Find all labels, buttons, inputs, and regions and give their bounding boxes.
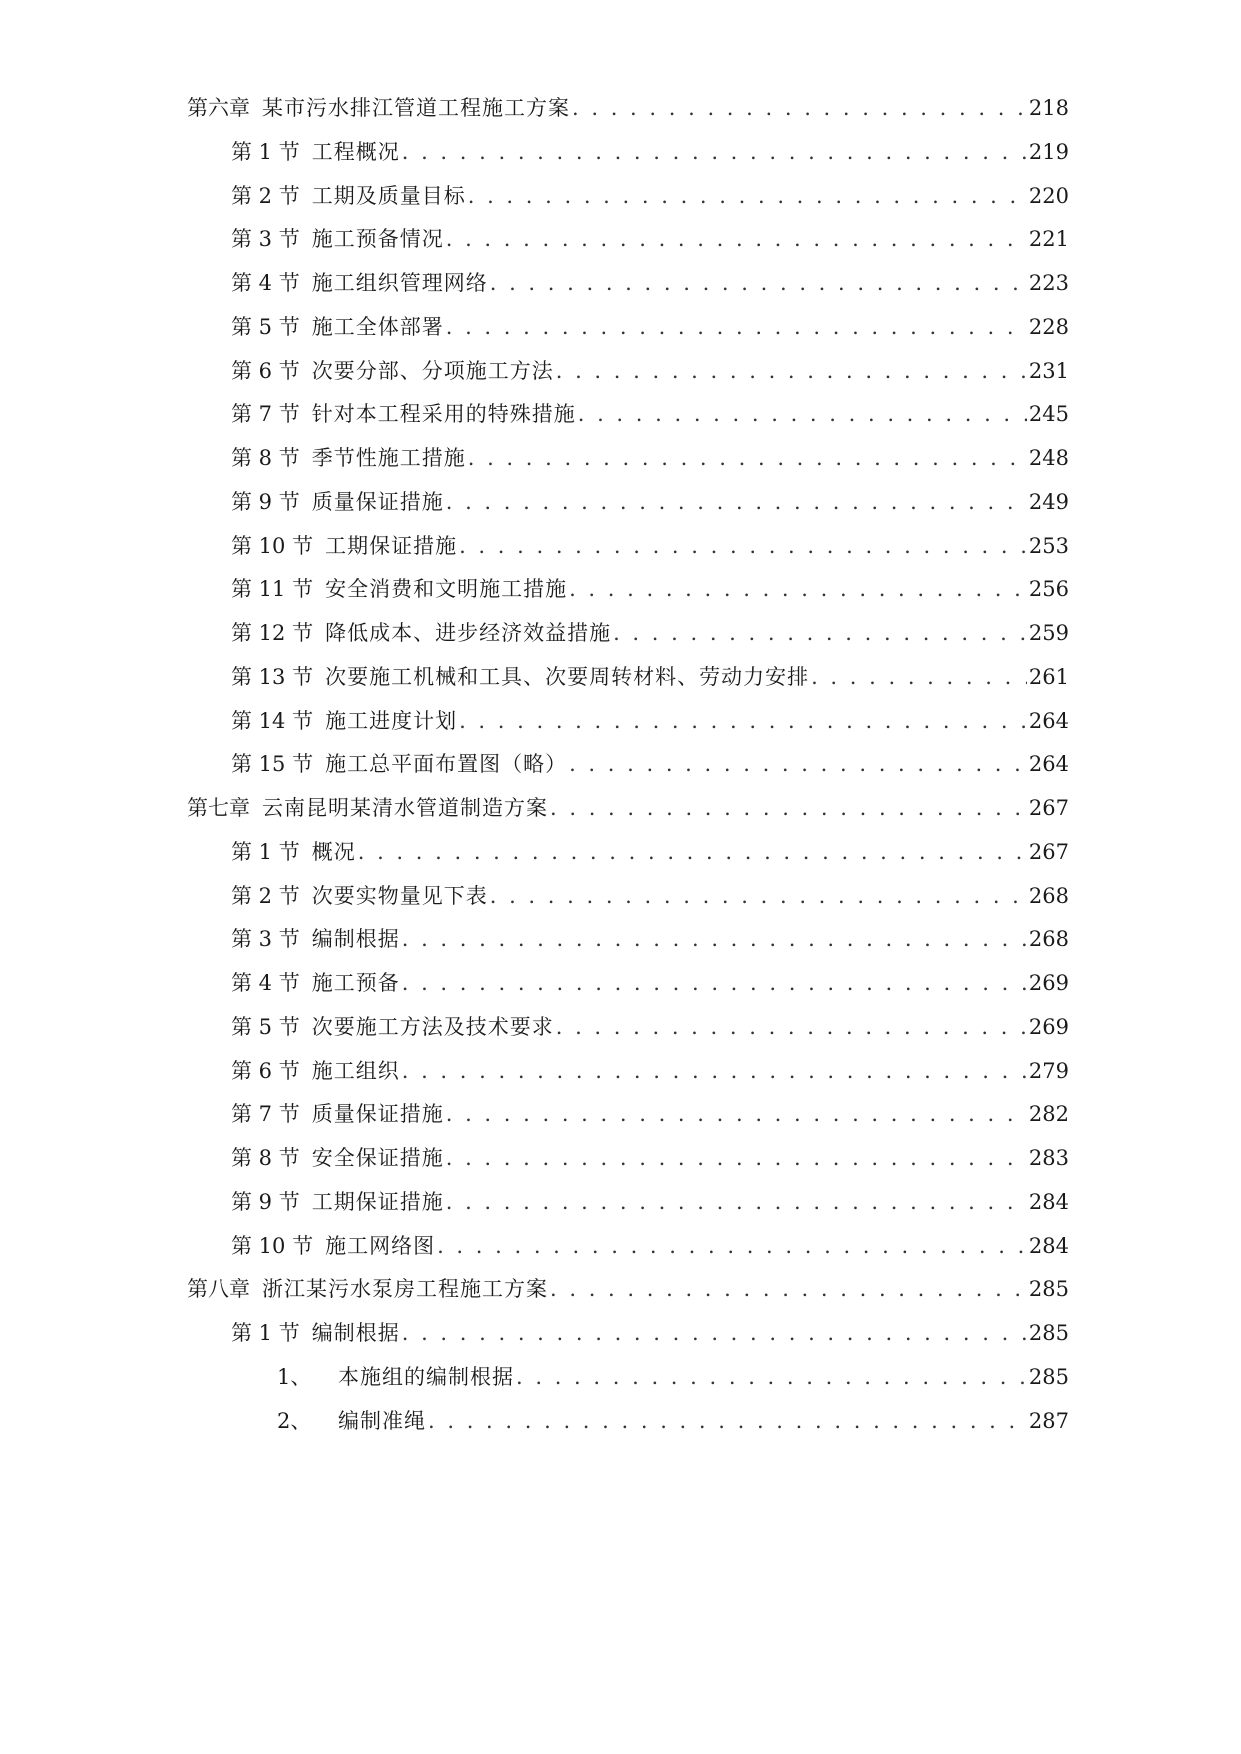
toc-entry-title: 安全保证措施 xyxy=(311,1146,444,1170)
toc-dot-leader xyxy=(468,444,1027,472)
toc-entry-title: 施工组织 xyxy=(311,1058,400,1083)
toc-page-number: 284 xyxy=(1028,1189,1069,1214)
toc-entry-number: 第六章 xyxy=(187,96,250,120)
toc-page-number: 249 xyxy=(1028,489,1069,514)
toc-entry-number: 第 3 节 xyxy=(231,927,300,952)
toc-entry-title: 次要实物量见下表 xyxy=(311,883,488,908)
toc-entry-title: 某市污水排江管道工程施工方案 xyxy=(262,96,570,120)
toc-subsection-entry[interactable] xyxy=(277,1357,1069,1391)
toc-dot-leader xyxy=(569,750,1027,778)
toc-section-entry[interactable] xyxy=(231,307,1069,341)
toc-entry-title: 工期保证措施 xyxy=(311,1189,444,1214)
toc-entry-number: 1、 xyxy=(277,1364,312,1389)
toc-section-entry[interactable] xyxy=(231,438,1069,472)
toc-section-entry[interactable] xyxy=(231,744,1069,778)
toc-dot-leader xyxy=(572,94,1027,122)
toc-page-number: 267 xyxy=(1028,839,1069,864)
toc-entry-title: 施工预备 xyxy=(311,971,400,995)
toc-page-number: 287 xyxy=(1028,1408,1069,1433)
toc-entry-title: 浙江某污水泵房工程施工方案 xyxy=(262,1277,548,1302)
toc-section-entry[interactable] xyxy=(231,1226,1069,1260)
toc-page-number: 261 xyxy=(1028,664,1069,689)
toc-page-number: 220 xyxy=(1028,183,1069,208)
toc-page-number: 256 xyxy=(1028,577,1069,602)
toc-entry-title: 施工网络图 xyxy=(325,1233,436,1258)
toc-dot-leader xyxy=(358,838,1027,866)
toc-dot-leader xyxy=(428,1407,1027,1435)
toc-dot-leader xyxy=(446,488,1027,516)
toc-entry-number: 第 8 节 xyxy=(231,1146,300,1170)
toc-entry-title: 质量保证措施 xyxy=(311,489,444,514)
toc-entry-number: 第 9 节 xyxy=(231,1189,300,1214)
toc-chapter-entry[interactable] xyxy=(187,788,1069,822)
toc-page-number: 282 xyxy=(1028,1102,1069,1127)
toc-dot-leader xyxy=(516,1363,1027,1391)
toc-entry-title: 施工全体部署 xyxy=(311,314,444,339)
toc-section-entry[interactable] xyxy=(231,394,1069,428)
toc-page-number: 231 xyxy=(1028,358,1069,383)
toc-dot-leader xyxy=(437,1232,1027,1260)
toc-dot-leader xyxy=(459,707,1027,735)
toc-dot-leader xyxy=(402,1057,1027,1085)
toc-entry-number: 第 14 节 xyxy=(231,708,314,733)
toc-dot-leader xyxy=(446,1100,1027,1128)
toc-section-entry[interactable] xyxy=(231,876,1069,910)
toc-entry-number: 第 12 节 xyxy=(231,621,314,645)
toc-entry-title: 针对本工程采用的特殊措施 xyxy=(311,402,576,427)
toc-entry-title: 次要施工机械和工具、次要周转材料、劳动力安排 xyxy=(325,664,810,689)
toc-entry-number: 第 7 节 xyxy=(231,402,300,427)
toc-dot-leader xyxy=(556,1013,1027,1041)
toc-page-number: 223 xyxy=(1028,271,1069,295)
toc-dot-leader xyxy=(550,1275,1027,1303)
toc-entry-title: 概况 xyxy=(311,839,356,864)
toc-dot-leader xyxy=(578,400,1027,428)
toc-section-entry[interactable] xyxy=(231,1051,1069,1085)
toc-page-number: 284 xyxy=(1028,1233,1069,1258)
toc-dot-leader xyxy=(468,182,1027,210)
toc-entry-title: 次要分部、分项施工方法 xyxy=(311,358,554,383)
toc-section-entry[interactable] xyxy=(231,1094,1069,1128)
toc-page-number: 219 xyxy=(1028,139,1069,164)
toc-entry-number: 第 9 节 xyxy=(231,489,300,514)
toc-section-entry[interactable] xyxy=(231,263,1069,297)
toc-entry-number: 第 15 节 xyxy=(231,752,314,777)
toc-dot-leader xyxy=(811,663,1027,691)
toc-entry-title: 次要施工方法及技术要求 xyxy=(311,1014,554,1039)
toc-entry-number: 第 5 节 xyxy=(231,1014,300,1039)
toc-dot-leader xyxy=(569,575,1027,603)
toc-entry-number: 第 11 节 xyxy=(231,577,314,602)
toc-entry-title: 施工总平面布置图（略） xyxy=(325,752,568,777)
toc-entry-number: 第 6 节 xyxy=(231,1058,300,1083)
toc-page-number: 253 xyxy=(1028,533,1069,558)
toc-entry-number: 第八章 xyxy=(187,1277,250,1302)
toc-dot-leader xyxy=(556,357,1027,385)
toc-entry-number: 第 2 节 xyxy=(231,883,300,908)
toc-dot-leader xyxy=(490,882,1027,910)
toc-entry-title: 编制根据 xyxy=(311,927,400,952)
toc-entry-title: 本施组的编制根据 xyxy=(338,1364,514,1389)
toc-entry-number: 第 4 节 xyxy=(231,271,300,295)
toc-entry-number: 第 1 节 xyxy=(231,839,300,864)
toc-page-number: 268 xyxy=(1028,927,1069,952)
toc-page-number: 259 xyxy=(1028,621,1069,645)
toc-dot-leader xyxy=(402,925,1027,953)
toc-entry-number: 第 7 节 xyxy=(231,1102,300,1127)
toc-page-number: 285 xyxy=(1028,1277,1069,1302)
toc-section-entry[interactable] xyxy=(231,1007,1069,1041)
toc-chapter-entry[interactable] xyxy=(187,1269,1069,1303)
toc-entry-title: 工期保证措施 xyxy=(325,533,458,558)
toc-section-entry[interactable] xyxy=(231,569,1069,603)
toc-entry-title: 编制根据 xyxy=(311,1321,400,1345)
toc-dot-leader xyxy=(446,1144,1027,1172)
toc-entry-title: 施工进度计划 xyxy=(325,708,458,733)
toc-page-number: 283 xyxy=(1028,1146,1069,1170)
toc-page-number: 228 xyxy=(1028,314,1069,339)
toc-dot-leader xyxy=(402,1319,1027,1347)
toc-page-number: 218 xyxy=(1028,96,1069,120)
toc-dot-leader xyxy=(446,1188,1027,1216)
toc-dot-leader xyxy=(550,794,1027,822)
toc-entry-number: 第 1 节 xyxy=(231,1321,300,1345)
toc-section-entry[interactable] xyxy=(231,963,1069,997)
toc-page-number: 269 xyxy=(1028,971,1069,995)
toc-chapter-entry[interactable] xyxy=(187,88,1069,122)
toc-section-entry[interactable] xyxy=(231,1313,1069,1347)
toc-page-number: 264 xyxy=(1028,752,1069,777)
toc-entry-title: 季节性施工措施 xyxy=(311,446,466,470)
toc-page-number: 268 xyxy=(1028,883,1069,908)
toc-dot-leader xyxy=(490,269,1027,297)
toc-section-entry[interactable] xyxy=(231,657,1069,691)
toc-section-entry[interactable] xyxy=(231,613,1069,647)
toc-entry-title: 安全消费和文明施工措施 xyxy=(325,577,568,602)
toc-entry-title: 编制准绳 xyxy=(338,1408,426,1433)
toc-entry-number: 第 10 节 xyxy=(231,533,314,558)
toc-section-entry[interactable] xyxy=(231,219,1069,253)
toc-entry-number: 第 1 节 xyxy=(231,139,300,164)
toc-dot-leader xyxy=(446,225,1027,253)
toc-entry-number: 第 10 节 xyxy=(231,1233,314,1258)
toc-dot-leader xyxy=(613,619,1027,647)
toc-page-number: 264 xyxy=(1028,708,1069,733)
toc-entry-title: 施工组织管理网络 xyxy=(311,271,488,295)
toc-page-number: 267 xyxy=(1028,796,1069,820)
toc-page-number: 248 xyxy=(1028,446,1069,470)
toc-section-entry[interactable] xyxy=(231,176,1069,210)
toc-section-entry[interactable] xyxy=(231,482,1069,516)
toc-entry-number: 第 3 节 xyxy=(231,227,300,252)
toc-dot-leader xyxy=(446,313,1027,341)
toc-entry-number: 第 4 节 xyxy=(231,971,300,995)
toc-section-entry[interactable] xyxy=(231,1182,1069,1216)
toc-entry-title: 工程概况 xyxy=(311,139,400,164)
toc-page-number: 285 xyxy=(1028,1364,1069,1389)
toc-page-number: 279 xyxy=(1028,1058,1069,1083)
toc-entry-title: 云南昆明某清水管道制造方案 xyxy=(262,796,548,820)
toc-section-entry[interactable] xyxy=(231,351,1069,385)
toc-subsection-entry[interactable] xyxy=(277,1401,1069,1435)
toc-entry-number: 第 8 节 xyxy=(231,446,300,470)
toc-entry-number: 2、 xyxy=(277,1408,312,1433)
toc-section-entry[interactable] xyxy=(231,1138,1069,1172)
toc-section-entry[interactable] xyxy=(231,832,1069,866)
toc-entry-number: 第 5 节 xyxy=(231,314,300,339)
toc-entry-number: 第 6 节 xyxy=(231,358,300,383)
toc-page-number: 245 xyxy=(1028,402,1069,427)
toc-entry-title: 施工预备情况 xyxy=(311,227,444,252)
toc-section-entry[interactable] xyxy=(231,526,1069,560)
toc-entry-title: 降低成本、进步经济效益措施 xyxy=(325,621,612,645)
toc-entry-title: 质量保证措施 xyxy=(311,1102,444,1127)
toc-page-number: 285 xyxy=(1028,1321,1069,1345)
toc-entry-title: 工期及质量目标 xyxy=(311,183,466,208)
toc-page-number: 269 xyxy=(1028,1014,1069,1039)
toc-section-entry[interactable] xyxy=(231,132,1069,166)
toc-dot-leader xyxy=(402,138,1027,166)
toc-entry-number: 第七章 xyxy=(187,796,250,820)
toc-section-entry[interactable] xyxy=(231,919,1069,953)
toc-page-number: 221 xyxy=(1028,227,1069,252)
toc-entry-number: 第 2 节 xyxy=(231,183,300,208)
toc-dot-leader xyxy=(459,532,1027,560)
toc-section-entry[interactable] xyxy=(231,701,1069,735)
toc-dot-leader xyxy=(402,969,1027,997)
toc-entry-number: 第 13 节 xyxy=(231,664,314,689)
